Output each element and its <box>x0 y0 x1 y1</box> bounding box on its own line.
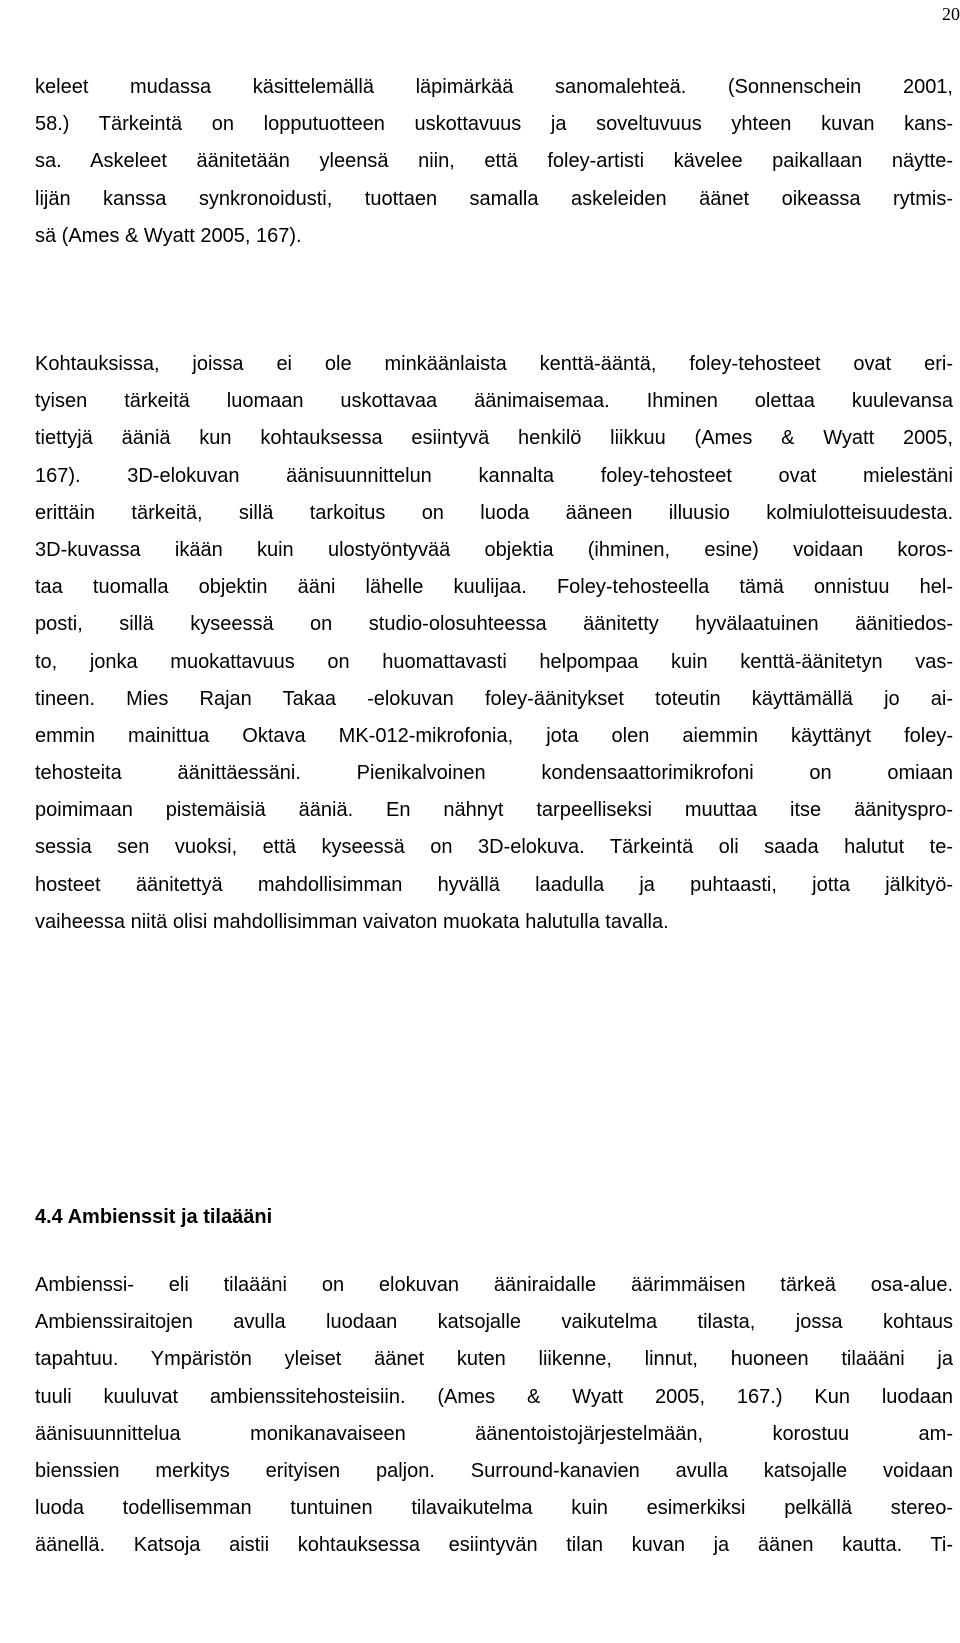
text-line: tiettyjä ääniä kun kohtauksessa esiintyvä henkilö liikkuu (Ames & Wyatt 2005, <box>35 427 953 450</box>
text-line: erittäin tärkeitä, sillä tarkoitus on luoda ääneen illuusio kolmiulotteisuudesta. <box>35 501 953 524</box>
text-line: sa. Askeleet äänitetään yleensä niin, että foley-artisti kävelee paikallaan näytte- <box>35 150 953 173</box>
text-line: äänellä. Katsoja aistii kohtauksessa esiintyvän tilan kuvan ja äänen kautta. Ti- <box>35 1534 953 1557</box>
text-line: tehosteita äänittäessäni. Pienikalvoinen kondensaattorimikrofoni on omiaan <box>35 762 953 785</box>
text-line: poimimaan pistemäisiä ääniä. En nähnyt tarpeelliseksi muuttaa itse äänityspro- <box>35 799 953 822</box>
section-heading: 4.4 Ambienssit ja tilaääni <box>35 1205 273 1228</box>
text-line: emmin mainittua Oktava MK-012-mikrofonia, jota olen aiemmin käyttänyt foley- <box>35 724 953 747</box>
text-line: hosteet äänitettyä mahdollisimman hyvällä laadulla ja puhtaasti, jotta jälkityö- <box>35 873 953 896</box>
text-line: tuuli kuuluvat ambienssitehosteisiin. (Ames & Wyatt 2005, 167.) Kun luodaan <box>35 1385 953 1408</box>
text-line: 167). 3D-elokuvan äänisuunnittelun kannalta foley-tehosteet ovat mielestäni <box>35 464 953 487</box>
text-line: äänisuunnittelua monikanavaiseen äänentoistojärjestelmään, korostuu am- <box>35 1422 953 1445</box>
text-line: luoda todellisemman tuntuinen tilavaikutelma kuin esimerkiksi pelkällä stereo- <box>35 1497 953 1520</box>
text-line: bienssien merkitys erityisen paljon. Surround-kanavien avulla katsojalle voidaan <box>35 1459 953 1482</box>
text-line: Ambienssiraitojen avulla luodaan katsojalle vaikutelma tilasta, jossa kohtaus <box>35 1311 953 1334</box>
text-line: taa tuomalla objektin ääni lähelle kuulijaa. Foley-tehosteella tämä onnistuu hel- <box>35 576 953 599</box>
paragraph-foley-footsteps <box>35 69 953 255</box>
text-line: tyisen tärkeitä luomaan uskottavaa äänimaisemaa. Ihminen olettaa kuulevansa <box>35 390 953 413</box>
text-line: vaiheessa niitä olisi mahdollisimman vaivaton muokata halutulla tavalla. <box>35 910 669 933</box>
text-line: sä (Ames & Wyatt 2005, 167). <box>35 224 302 247</box>
text-line: Kohtauksissa, joissa ei ole minkäänlaista kenttä-ääntä, foley-tehosteet ovat eri- <box>35 353 953 375</box>
text-line: lijän kanssa synkronoidusti, tuottaen samalla askeleiden äänet oikeassa rytmis- <box>35 187 953 210</box>
page-number: 20 <box>942 4 960 24</box>
text-line: tineen. Mies Rajan Takaa -elokuvan foley-äänitykset toteutin käyttämällä jo ai- <box>35 687 953 710</box>
paragraph-foley-3d <box>35 346 953 941</box>
text-line: keleet mudassa käsittelemällä läpimärkää sanomalehteä. (Sonnenschein 2001, <box>35 76 953 98</box>
text-line: 58.) Tärkeintä on lopputuotteen uskottavuus ja soveltuvuus yhteen kuvan kans- <box>35 113 953 136</box>
paragraph-ambience <box>35 1267 953 1565</box>
text-line: Ambienssi- eli tilaääni on elokuvan ääniraidalle äärimmäisen tärkeä osa-alue. <box>35 1274 953 1296</box>
text-line: posti, sillä kyseessä on studio-olosuhteessa äänitetty hyvälaatuinen äänitiedos- <box>35 613 953 636</box>
text-line: 3D-kuvassa ikään kuin ulostyöntyvää objektia (ihminen, esine) voidaan koros- <box>35 538 953 561</box>
text-line: sessia sen vuoksi, että kyseessä on 3D-elokuva. Tärkeintä oli saada halutut te- <box>35 836 953 859</box>
text-line: to, jonka muokattavuus on huomattavasti helpompaa kuin kenttä-äänitetyn vas- <box>35 650 953 673</box>
text-line: tapahtuu. Ympäristön yleiset äänet kuten liikenne, linnut, huoneen tilaääni ja <box>35 1348 953 1371</box>
